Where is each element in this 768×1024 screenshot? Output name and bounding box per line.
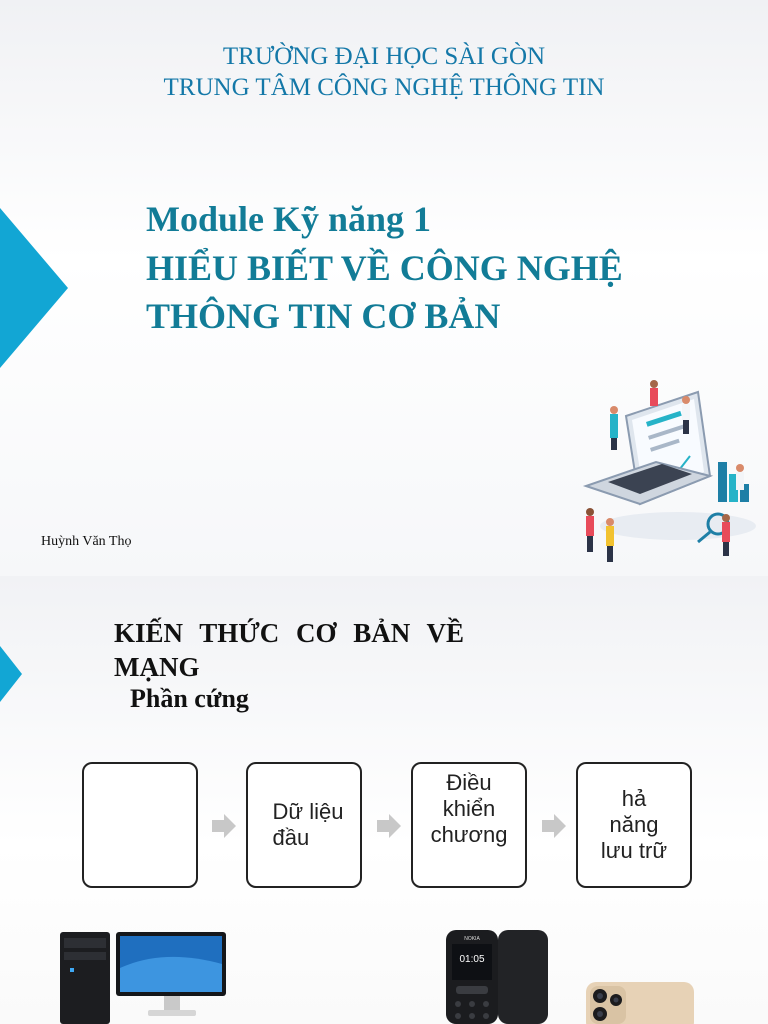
flow-box-4-line-3: lưu trữ xyxy=(600,838,668,863)
flow-box-2 xyxy=(246,762,362,888)
author-name: Huỳnh Văn Thọ xyxy=(41,534,132,549)
title-line-1: HIỂU BIẾT VỀ CÔNG NGHỆ xyxy=(146,248,623,288)
phone-brand: NOKIA xyxy=(464,936,480,942)
subheading: Phần cứng xyxy=(130,684,249,713)
flow-box-3-line-1: Điều xyxy=(446,770,492,795)
content-slide xyxy=(0,576,768,1024)
module-label: Module Kỹ năng 1 xyxy=(146,199,432,239)
feature-phone-image xyxy=(444,928,550,1024)
flow-box-3 xyxy=(411,762,527,888)
accent-arrow xyxy=(0,646,22,702)
flow-box-3-line-3: chương xyxy=(430,822,508,847)
flow-box-2-line-2: đầu xyxy=(272,825,310,850)
title-line-2: THÔNG TIN CƠ BẢN xyxy=(146,296,501,336)
desktop-computer-image xyxy=(54,928,234,1024)
flow-box-4 xyxy=(576,762,692,888)
phone-time: 01:05 xyxy=(459,954,485,965)
flow-box-2-line-1: Dữ liệu xyxy=(272,799,344,824)
accent-arrow xyxy=(0,208,68,368)
flow-box-4-line-2: năng xyxy=(609,812,659,837)
flow-box-4-line-1: hả xyxy=(621,786,647,811)
flow-arrow-icon xyxy=(540,812,568,840)
flow-arrow-icon xyxy=(210,812,238,840)
flow-arrow-icon xyxy=(375,812,403,840)
flow-box-1 xyxy=(82,762,198,888)
laptop-illustration xyxy=(578,376,758,572)
center-name: TRUNG TÂM CÔNG NGHỆ THÔNG TIN xyxy=(163,74,605,101)
university-name: TRƯỜNG ĐẠI HỌC SÀI GÒN xyxy=(222,43,546,70)
section-heading-line-2: MẠNG xyxy=(114,652,200,682)
flow-box-3-line-2: khiển xyxy=(442,796,496,821)
section-heading-line-1: KIẾN THỨC CƠ BẢN VỀ xyxy=(114,618,465,648)
smartphone-image xyxy=(584,978,696,1024)
